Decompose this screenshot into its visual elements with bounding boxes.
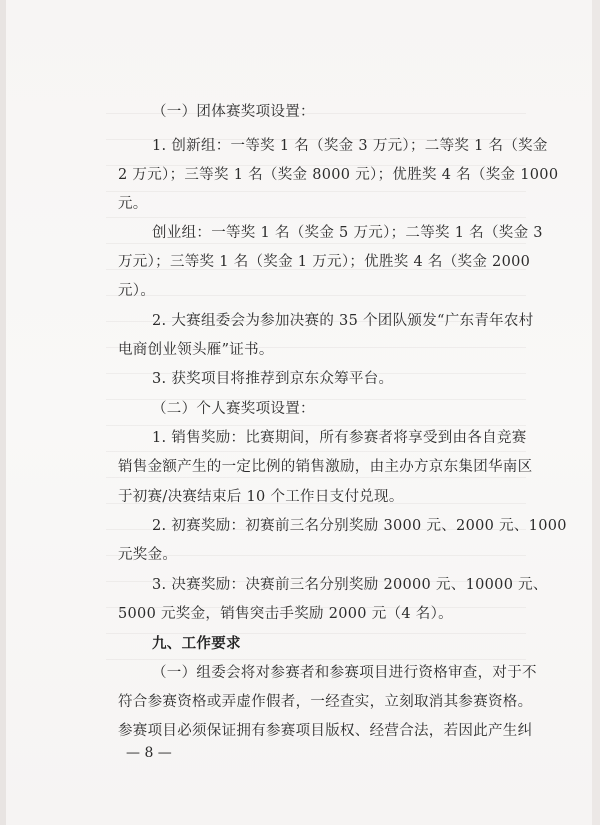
text-line: 5000 元奖金，销售突击手奖励 2000 元（4 名）。	[118, 606, 453, 622]
text-line: 2. 初赛奖励：初赛前三名分别奖励 3000 元、2000 元、1000	[152, 518, 567, 534]
text-line: 销售金额产生的一定比例的销售激励，由主办方京东集团华南区	[118, 459, 533, 475]
text-line: 3. 决赛奖励：决赛前三名分别奖励 20000 元、10000 元、	[152, 577, 548, 593]
text-line: 创业组：一等奖 1 名（奖金 5 万元）；二等奖 1 名（奖金 3	[152, 225, 543, 241]
text-line: 符合参赛资格或弄虚作假者，一经查实，立刻取消其参赛资格。	[118, 694, 533, 710]
text-line: 参赛项目必须保证拥有参赛项目版权、经营合法，若因此产生纠	[118, 723, 533, 739]
text-line: 2 万元）；三等奖 1 名（奖金 8000 元）；优胜奖 4 名（奖金 1000	[118, 167, 559, 183]
text-line: 万元）；三等奖 1 名（奖金 1 万元）；优胜奖 4 名（奖金 2000	[118, 254, 531, 270]
text-line: 2. 大赛组委会为参加决赛的 35 个团队颁发“广东青年农村	[152, 313, 534, 329]
section-heading-individual-awards: （二）个人赛奖项设置：	[152, 401, 315, 417]
text-line: 1. 销售奖励：比赛期间，所有参赛者将享受到由各自竞赛	[152, 430, 527, 446]
text-line: 电商创业领头雁”证书。	[118, 342, 274, 358]
text-line: 元奖金。	[118, 547, 178, 563]
text-line: 1. 创新组：一等奖 1 名（奖金 3 万元）；二等奖 1 名（奖金	[152, 138, 548, 154]
section-heading-work-requirements: 九、工作要求	[152, 636, 241, 652]
page-number: — 8 —	[126, 745, 172, 761]
text-line: 于初赛/决赛结束后 10 个工作日支付兑现。	[118, 489, 404, 505]
section-heading-team-awards: （一）团体赛奖项设置：	[152, 104, 315, 120]
text-line: （一）组委会将对参赛者和参赛项目进行资格审查，对于不	[152, 665, 537, 681]
text-line: 元）。	[118, 283, 156, 299]
text-line: 元。	[118, 196, 148, 212]
text-line: 3. 获奖项目将推荐到京东众筹平台。	[152, 371, 394, 387]
